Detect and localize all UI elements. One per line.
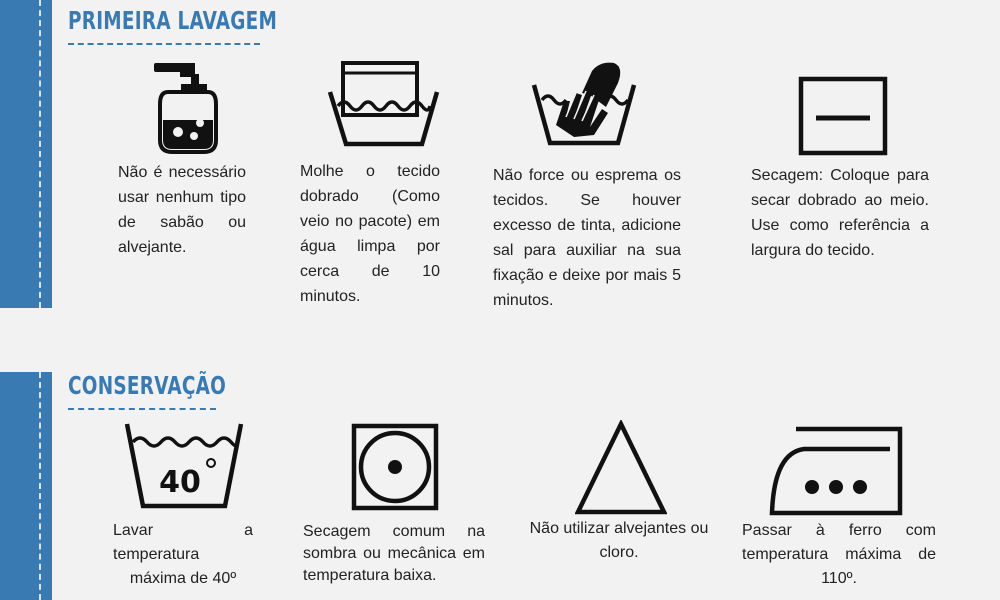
wash-40-icon xyxy=(123,420,245,510)
bleach-triangle-icon xyxy=(575,420,667,515)
section-title-primeira-lavagem: PRIMEIRA LAVAGEM xyxy=(68,6,278,35)
section-accent-bar xyxy=(0,0,52,308)
section-title-underline xyxy=(68,43,260,45)
instruction-text: Passar à ferro com temperatura máxima de 110º. xyxy=(742,522,936,587)
iron-three-dots-icon xyxy=(768,425,908,517)
instruction-text: Molhe o tecido dobrado (Como veio no pacote) em água limpa por cerca de 10 minutos. xyxy=(300,163,440,305)
dry-flat-icon xyxy=(798,76,888,156)
soap-bottle-icon xyxy=(150,60,220,155)
tumble-dry-low-icon xyxy=(351,423,439,511)
wash-temperature-label: 40 xyxy=(159,465,201,500)
section-title-underline xyxy=(68,408,216,410)
instruction-text: Lavar a temperatura máxima de 40º xyxy=(113,522,253,587)
section-accent-bar xyxy=(0,372,52,600)
soak-folded-fabric-icon xyxy=(326,60,441,150)
hand-wash-icon xyxy=(530,55,640,150)
instruction-text: Secagem: Coloque para secar dobrado ao meio. Use como referência a largura do tecido. xyxy=(751,167,929,259)
section-title-conservacao: CONSERVAÇÃO xyxy=(68,371,227,400)
instruction-text: Não é necessário usar nenhum tipo de sabão ou alvejante. xyxy=(118,164,246,256)
instruction-text: Não utilizar alvejantes ou cloro. xyxy=(529,520,709,561)
instruction-text: Não force ou esprema os tecidos. Se houver excesso de tinta, adicione sal para auxiliar na sua fixação e deixe por mais 5 minutos. xyxy=(493,167,681,309)
instruction-text: Secagem comum na sombra ou mecânica em temperatura baixa. xyxy=(303,523,485,584)
